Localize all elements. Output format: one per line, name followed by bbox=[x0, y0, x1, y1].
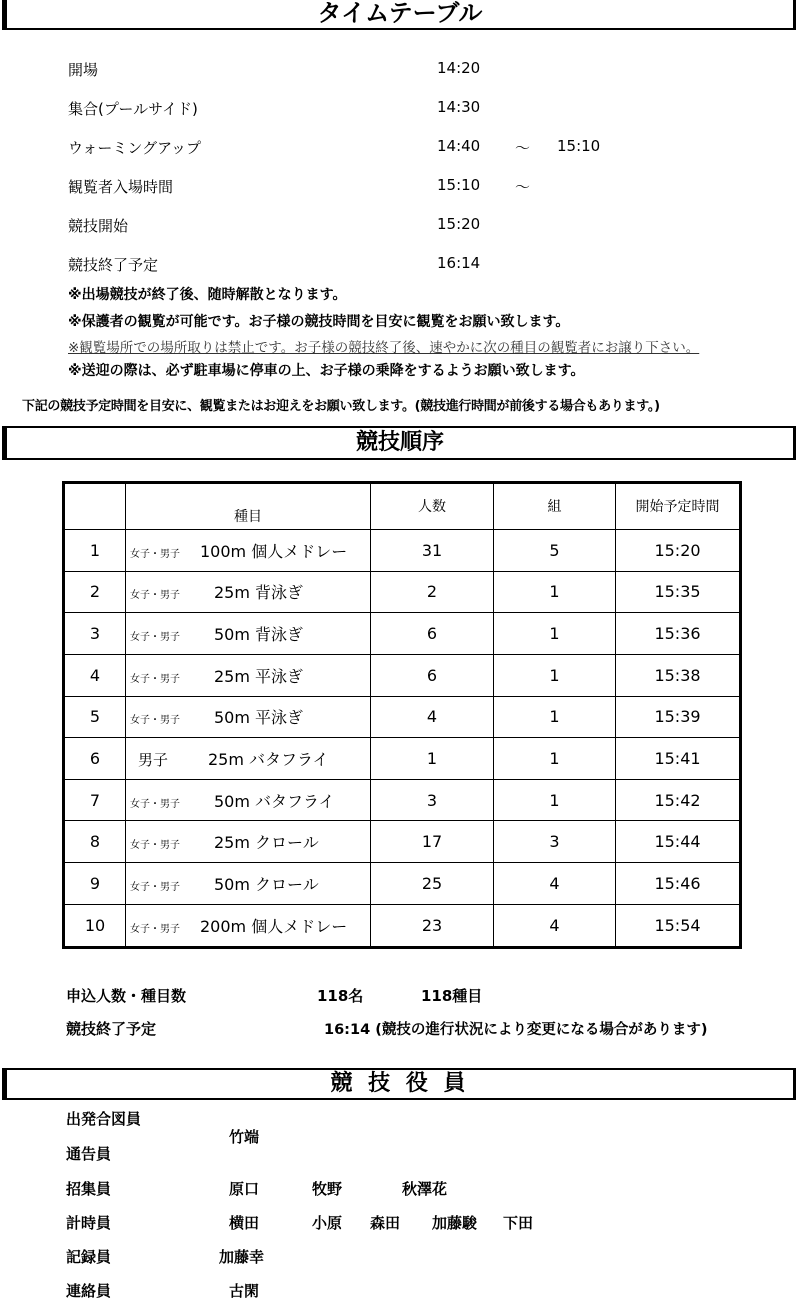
table-row bbox=[64, 779, 741, 821]
row-sex: 女子・男子 bbox=[130, 840, 180, 852]
row-start: 15:44 bbox=[616, 821, 741, 863]
row-people: 2 bbox=[371, 571, 494, 613]
row-start: 15:41 bbox=[616, 738, 741, 780]
official-role: 招集員 bbox=[66, 1180, 112, 1198]
timetable-label: 競技終了予定 bbox=[68, 256, 159, 274]
row-people: 1 bbox=[371, 738, 494, 780]
row-groups: 1 bbox=[494, 738, 616, 780]
row-groups: 4 bbox=[494, 904, 616, 947]
row-groups: 4 bbox=[494, 863, 616, 905]
row-start: 15:36 bbox=[616, 613, 741, 655]
timetable-time: 14:20 bbox=[437, 59, 481, 77]
row-number: 8 bbox=[64, 821, 126, 863]
row-event: 100m 個人メドレー bbox=[200, 541, 348, 561]
row-people: 6 bbox=[371, 654, 494, 696]
row-event: 50m バタフライ bbox=[214, 791, 335, 811]
timetable-label: 開場 bbox=[68, 61, 99, 79]
order-heading: 競技順序 bbox=[355, 430, 444, 455]
officials-heading-bar bbox=[2, 1068, 796, 1100]
row-people: 17 bbox=[371, 821, 494, 863]
table-row bbox=[64, 904, 741, 947]
note-underlined: ※観覧場所での場所取りは禁止です。お子様の競技終了後、速やかに次の種目の観覧者にお譲り下さい。 bbox=[68, 340, 700, 356]
row-start: 15:42 bbox=[616, 779, 741, 821]
timetable-end-time: 15:10 bbox=[557, 137, 601, 155]
row-groups: 1 bbox=[494, 654, 616, 696]
col-header: 組 bbox=[494, 483, 616, 530]
timetable-label: 集合(プールサイド) bbox=[68, 100, 198, 118]
row-event: 25m バタフライ bbox=[208, 749, 329, 769]
timetable-time: 14:30 bbox=[437, 98, 481, 116]
note: ※保護者の観覧が可能です。お子様の競技時間を目安に観覧をお願い致します。 bbox=[68, 314, 570, 330]
row-number: 1 bbox=[64, 530, 126, 572]
starter-role: 出発合図員 bbox=[66, 1110, 142, 1128]
table-row bbox=[64, 613, 741, 655]
entries-people: 118名 bbox=[317, 987, 364, 1005]
timetable-tilde: ～ bbox=[515, 139, 531, 157]
row-start: 15:35 bbox=[616, 571, 741, 613]
official-name: 横田 bbox=[229, 1214, 260, 1232]
official-name: 加藤駿 bbox=[432, 1214, 478, 1232]
row-start: 15:46 bbox=[616, 863, 741, 905]
timetable-label: 観覧者入場時間 bbox=[68, 178, 174, 196]
row-people: 25 bbox=[371, 863, 494, 905]
timetable-label: 競技開始 bbox=[68, 217, 129, 235]
official-role: 計時員 bbox=[66, 1214, 112, 1232]
official-name: 原口 bbox=[229, 1180, 260, 1198]
row-number: 10 bbox=[64, 904, 126, 947]
row-people: 23 bbox=[371, 904, 494, 947]
timetable-heading: タイムテーブル bbox=[317, 0, 483, 27]
row-groups: 1 bbox=[494, 613, 616, 655]
table-row bbox=[64, 696, 741, 738]
row-sex: 女子・男子 bbox=[130, 590, 180, 602]
table-row bbox=[64, 738, 741, 780]
officials-heading: 競 技 役 員 bbox=[330, 1071, 470, 1096]
timetable-label: ウォーミングアップ bbox=[68, 139, 202, 157]
official-role: 記録員 bbox=[66, 1248, 112, 1266]
col-header: 種目 bbox=[126, 483, 371, 530]
official-name: 下田 bbox=[503, 1214, 534, 1232]
note: ※出場競技が終了後、随時解散となります。 bbox=[68, 287, 347, 303]
row-groups: 1 bbox=[494, 696, 616, 738]
end-label: 競技終了予定 bbox=[66, 1020, 157, 1038]
official-name: 牧野 bbox=[312, 1180, 343, 1198]
row-sex: 女子・男子 bbox=[130, 548, 180, 560]
row-number: 6 bbox=[64, 738, 126, 780]
table-row bbox=[64, 530, 741, 572]
official-name: 森田 bbox=[370, 1214, 401, 1232]
row-event: 25m 平泳ぎ bbox=[214, 666, 304, 686]
entries-label: 申込人数・種目数 bbox=[66, 987, 187, 1005]
row-sex: 女子・男子 bbox=[130, 881, 180, 893]
table-row bbox=[64, 654, 741, 696]
row-groups: 1 bbox=[494, 571, 616, 613]
col-header: 開始予定時間 bbox=[616, 483, 741, 530]
col-header: 人数 bbox=[371, 483, 494, 530]
row-groups: 5 bbox=[494, 530, 616, 572]
row-event: 25m 背泳ぎ bbox=[214, 583, 304, 603]
table-row bbox=[64, 821, 741, 863]
table-row bbox=[64, 571, 741, 613]
row-start: 15:38 bbox=[616, 654, 741, 696]
timetable-heading-bar bbox=[2, 0, 796, 30]
end-value: 16:14 (競技の進行状況により変更になる場合があります) bbox=[324, 1022, 708, 1038]
row-event: 50m 平泳ぎ bbox=[214, 708, 304, 728]
order-heading-bar bbox=[2, 426, 796, 460]
timetable-time: 14:40 bbox=[437, 137, 481, 155]
row-start: 15:39 bbox=[616, 696, 741, 738]
row-number: 3 bbox=[64, 613, 126, 655]
timetable-footer: 下記の競技予定時間を目安に、観覧またはお迎えをお願い致します。(競技進行時間が前後する場合もあります。) bbox=[22, 399, 660, 414]
starter-name: 竹端 bbox=[229, 1128, 260, 1146]
note: ※送迎の際は、必ず駐車場に停車の上、お子様の乗降をするようお願い致します。 bbox=[68, 363, 585, 379]
table-row bbox=[64, 863, 741, 905]
row-start: 15:54 bbox=[616, 904, 741, 947]
row-sex: 女子・男子 bbox=[130, 798, 180, 810]
entries-events: 118種目 bbox=[421, 987, 483, 1005]
row-number: 7 bbox=[64, 779, 126, 821]
timetable-time: 16:14 bbox=[437, 254, 481, 272]
official-name: 秋澤花 bbox=[402, 1180, 448, 1198]
row-event: 25m クロール bbox=[214, 833, 319, 853]
row-sex: 女子・男子 bbox=[130, 715, 180, 727]
row-people: 31 bbox=[371, 530, 494, 572]
timetable-time: 15:20 bbox=[437, 215, 481, 233]
official-name: 加藤幸 bbox=[219, 1248, 265, 1266]
row-start: 15:20 bbox=[616, 530, 741, 572]
row-people: 4 bbox=[371, 696, 494, 738]
row-number: 5 bbox=[64, 696, 126, 738]
official-name: 古閑 bbox=[229, 1282, 260, 1300]
timetable-time: 15:10 bbox=[437, 176, 481, 194]
row-event: 50m 背泳ぎ bbox=[214, 625, 304, 645]
row-number: 9 bbox=[64, 863, 126, 905]
row-people: 6 bbox=[371, 613, 494, 655]
order-table bbox=[62, 481, 742, 949]
row-groups: 1 bbox=[494, 779, 616, 821]
official-name: 小原 bbox=[312, 1214, 343, 1232]
row-sex: 女子・男子 bbox=[130, 673, 180, 685]
row-event: 50m クロール bbox=[214, 874, 319, 894]
timetable-tilde: ～ bbox=[515, 178, 531, 196]
row-event: 200m 個人メドレー bbox=[200, 916, 348, 936]
row-sex: 男子 bbox=[138, 750, 169, 769]
row-people: 3 bbox=[371, 779, 494, 821]
row-sex: 女子・男子 bbox=[130, 923, 180, 935]
row-number: 4 bbox=[64, 654, 126, 696]
announcer-role: 通告員 bbox=[66, 1145, 112, 1163]
table-header-row bbox=[64, 483, 741, 530]
row-groups: 3 bbox=[494, 821, 616, 863]
col-header bbox=[64, 483, 126, 530]
official-role: 連絡員 bbox=[66, 1282, 112, 1300]
row-number: 2 bbox=[64, 571, 126, 613]
row-sex: 女子・男子 bbox=[130, 632, 180, 644]
